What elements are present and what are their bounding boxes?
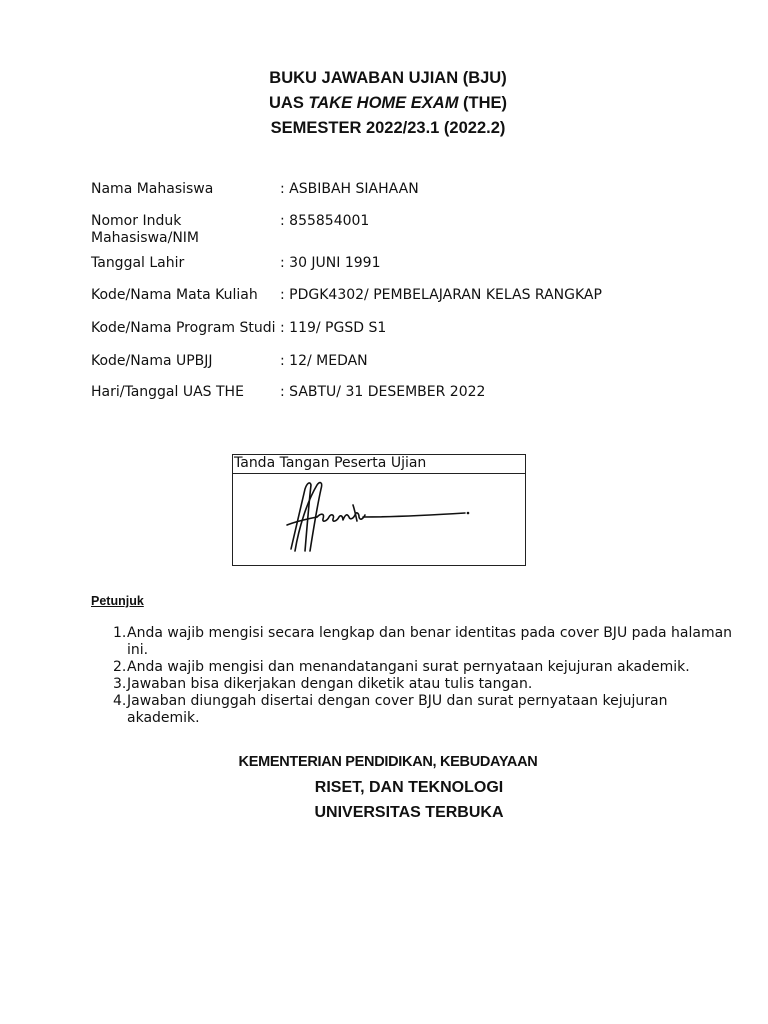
identity-value: : 12/ MEDAN: [280, 353, 368, 369]
identity-value: : PDGK4302/ PEMBELAJARAN KELAS RANGKAP: [280, 287, 602, 303]
identity-label: Nama Mahasiswa: [91, 181, 214, 197]
identity-label: Nomor Induk Mahasiswa/NIM: [91, 213, 200, 246]
identity-label: Kode/Nama UPBJJ: [91, 353, 213, 369]
title-line-3: SEMESTER 2022/23.1 (2022.2): [270, 119, 506, 137]
title-line-2-prefix: UAS: [268, 94, 309, 112]
signature-image: [283, 477, 483, 557]
identity-value: : SABTU/ 31 DESEMBER 2022: [280, 384, 486, 400]
list-item-number: 2.: [113, 659, 127, 675]
identity-value: : 855854001: [280, 213, 370, 229]
title-line-1: BUKU JAWABAN UJIAN (BJU): [269, 69, 507, 87]
list-item: [91, 659, 741, 676]
title-line-2-italic: TAKE HOME EXAM: [308, 94, 459, 112]
footer-ministry: KEMENTERIAN PENDIDIKAN, KEBUDAYAAN: [238, 754, 538, 770]
title-line-2: [0, 91, 768, 116]
list-item-text: Anda wajib mengisi secara lengkap dan benar identitas pada cover BJU pada halaman ini.: [127, 625, 733, 658]
list-item-number: 3.: [113, 676, 127, 692]
identity-label: Kode/Nama Program Studi: [91, 320, 276, 336]
title-line-2-suffix: (THE): [458, 94, 508, 112]
list-item-number: 4.: [113, 693, 127, 709]
signature-box: [232, 454, 526, 566]
identity-value: : ASBIBAH SIAHAAN: [280, 181, 419, 197]
list-item-text: Jawaban diunggah disertai dengan cover BJU dan surat pernyataan kejujuran akademik.: [127, 693, 668, 726]
list-item: [91, 693, 741, 727]
identity-label: Hari/Tanggal UAS THE: [91, 384, 244, 400]
identity-value: : 30 JUNI 1991: [280, 255, 381, 271]
list-item-text: Anda wajib mengisi dan menandatangani surat pernyataan kejujuran akademik.: [127, 659, 690, 675]
list-item: [91, 676, 741, 693]
list-item-text: Jawaban bisa dikerjakan dengan diketik atau tulis tangan.: [127, 676, 533, 692]
identity-value: : 119/ PGSD S1: [280, 320, 387, 336]
document-title: [0, 66, 768, 141]
identity-label: Kode/Nama Mata Kuliah: [91, 287, 258, 303]
instructions-heading: Petunjuk: [91, 594, 144, 608]
instructions-list: [91, 625, 741, 727]
identity-label: Tanggal Lahir: [91, 255, 185, 271]
footer-university: UNIVERSITAS TERBUKA: [314, 804, 504, 821]
signature-box-header: Tanda Tangan Peserta Ujian: [233, 455, 525, 474]
footer-ministry-line-2: RISET, DAN TEKNOLOGI: [314, 779, 504, 796]
list-item-number: 1.: [113, 625, 127, 641]
list-item: [91, 625, 741, 659]
